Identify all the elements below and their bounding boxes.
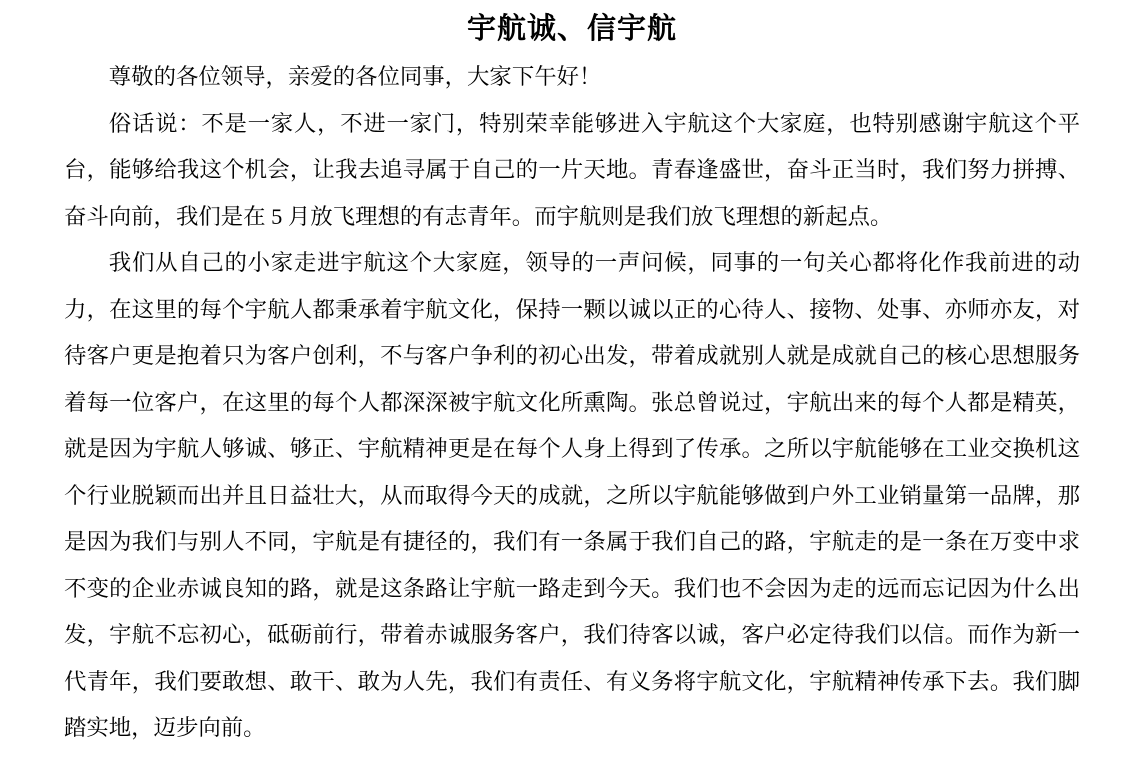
paragraph-intro: 俗话说：不是一家人，不进一家门，特别荣幸能够进入宇航这个大家庭，也特别感谢宇航这个平台，能够给我这个机会，让我去追寻属于自己的一片天地。青春逢盛世，奋斗正当时，我们努力拼搏、奋斗向前，我们是在 5 月放飞理想的有志青年。而宇航则是我们放飞理想的新起点。 bbox=[64, 110, 1080, 229]
document-title: 宇航诚、信宇航 bbox=[466, 13, 677, 45]
paragraph-greeting: 尊敬的各位领导，亲爱的各位同事，大家下午好！ bbox=[108, 64, 602, 89]
paragraph-body: 我们从自己的小家走进宇航这个大家庭，领导的一声问候，同事的一句关心都将化作我前进的动力，在这里的每个宇航人都秉承着宇航文化，保持一颗以诚以正的心待人、接物、处事、亦师亦友，对待客户更是抱着只为客户创利，不与客户争利的初心出发，带着成就别人就是成就自己的核心思想服务着每一位客户，在这里的每个人都深深被宇航文化所熏陶。张总曾说过，宇航出来的每个人都是精英，就是因为宇航人够诚、够正、宇航精神更是在每个人身上得到了传承。之所以宇航能够在工业交换机这个行业脱颖而出并且日益壮大，从而取得今天的成就，之所以宇航能够做到户外工业销量第一品牌，那是因为我们与别人不同，宇航是有捷径的，我们有一条属于我们自己的路，宇航走的是一条在万变中求不变的企业赤诚良知的路，就是这条路让宇航一路走到今天。我们也不会因为走的远而忘记因为什么出发，宇航不忘初心，砥砺前行，带着赤诚服务客户，我们待客以诚，客户必定待我们以信。而作为新一代青年，我们要敢想、敢干、敢为人先，我们有责任、有义务将宇航文化，宇航精神传承下去。我们脚踏实地，迈步向前。 bbox=[64, 250, 1080, 740]
